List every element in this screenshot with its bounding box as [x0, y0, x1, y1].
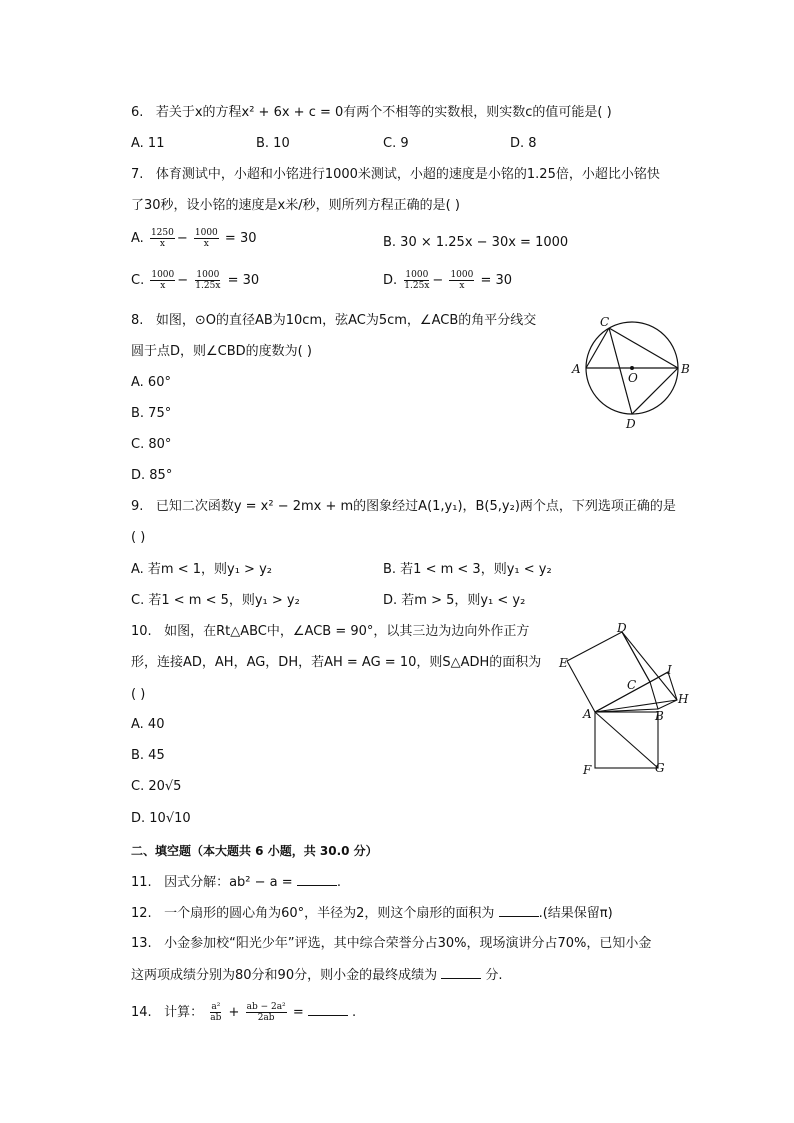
fraction: $\frac{1000}{x}$ [450, 270, 474, 291]
option-a: A. 11 [131, 136, 165, 151]
fraction: $\frac{\text{ab − 2a²}}{2ab}$ [246, 1002, 286, 1023]
option-b: B. 45 [131, 748, 165, 763]
question-13-line-2 [131, 966, 503, 985]
label-a: A [572, 362, 581, 376]
label-c: C [627, 678, 637, 692]
question-text: 因式分解：ab² − a = [164, 875, 293, 890]
side-dc [622, 632, 650, 682]
answer-blank[interactable] [441, 966, 481, 979]
squares-figure [555, 622, 700, 782]
question-text: 小金参加校“阳光少年”评选，其中综合荣誉分占30%，现场演讲分占70%，已知小金 [164, 936, 652, 951]
option-d: D. 10√10 [131, 811, 191, 826]
option-label: D. [383, 273, 398, 288]
question-text: 已知二次函数y = x² − 2mx + m的图象经过A(1,y₁)，B(5,y₂)两个点，下列选项正确的是 [155, 499, 676, 514]
option-c: C. 80° [131, 437, 172, 452]
option-c: C. 20√5 [131, 779, 182, 794]
question-12 [131, 904, 613, 923]
label-i: I [667, 663, 672, 677]
option-label: A. [131, 231, 144, 246]
option-b: B. 若1 < m < 3，则y₁ < y₂ [383, 562, 552, 577]
question-10 [131, 623, 529, 641]
label-d: D [617, 622, 627, 635]
equation-rest: = 30 [480, 273, 513, 288]
question-number: 14. [131, 1005, 152, 1020]
label-c: C [600, 315, 610, 329]
question-8 [131, 312, 536, 330]
option-a: A. 40 [131, 717, 165, 732]
option-a: A. $\frac{1250}{x}$ − $\frac{1000}{x}$ = 30 [131, 228, 257, 249]
circle-figure [560, 310, 700, 435]
question-end: . [336, 875, 341, 890]
question-number: 7. [131, 167, 144, 182]
question-14 [131, 1002, 356, 1023]
label-b: B [655, 709, 664, 723]
label-a: A [583, 707, 592, 721]
equation-rest: = 30 [227, 273, 260, 288]
question-9 [131, 498, 676, 516]
fraction: $\frac{1000}{x}$ [151, 270, 175, 291]
option-b: B. 30 × 1.25x − 30x = 1000 [383, 235, 569, 250]
question-number: 12. [131, 906, 152, 921]
center-point [630, 366, 634, 370]
question-text: 若关于x的方程x² + 6x + c = 0有两个不相等的实数根，则实数c的值可能是( ) [155, 105, 612, 120]
option-c: C. 若1 < m < 5，则y₁ > y₂ [131, 593, 300, 608]
answer-blank[interactable] [308, 1003, 348, 1016]
square-adce [567, 632, 650, 712]
question-number: 10. [131, 624, 152, 639]
question-number: 9. [131, 499, 144, 514]
question-7-line-2: 了30秒，设小铭的速度是x米/秒，则所列方程正确的是( ) [131, 198, 460, 213]
segment-ag [595, 712, 658, 768]
question-text: 体育测试中，小超和小铭进行1000米测试，小超的速度是小铭的1.25倍，小超比小铭快 [155, 167, 660, 182]
label-d: D [626, 417, 636, 431]
question-text: 如图，⊙O的直径AB为10cm，弦AC为5cm，∠ACB的角平分线交 [155, 313, 537, 328]
option-b: B. 10 [256, 136, 290, 151]
question-number: 8. [131, 313, 144, 328]
question-end: .(结果保留π) [538, 906, 613, 921]
answer-blank[interactable] [499, 904, 539, 917]
question-13 [131, 935, 651, 953]
question-7 [131, 166, 660, 184]
label-h: H [678, 692, 689, 706]
plus-sign: + [228, 1005, 240, 1020]
question-end: . [352, 1005, 357, 1020]
fraction: $\frac{\text{a²}}{ab}$ [210, 1002, 222, 1023]
question-text: 一个扇形的圆心角为60°，半径为2，则这个扇形的面积为 [164, 906, 495, 921]
question-10-line-2: 形，连接AD，AH，AG，DH，若AH = AG = 10，则S△ADH的面积为 [131, 655, 542, 670]
label-g: G [655, 761, 665, 775]
question-11 [131, 873, 341, 892]
question-8-line-2: 圆于点D，则∠CBD的度数为( ) [131, 344, 312, 359]
question-text: 这两项成绩分别为80分和90分，则小金的最终成绩为 [131, 968, 438, 983]
equation-rest: = 30 [224, 231, 257, 246]
label-e: E [559, 656, 568, 670]
label-o: O [628, 371, 638, 385]
fraction: $\frac{1000}{x}$ [194, 228, 218, 249]
fraction: $\frac{1000}{1.25x}$ [404, 270, 430, 291]
option-c: C. $\frac{1000}{x}$ − $\frac{1000}{1.25x}$ = 30 [131, 270, 260, 291]
chord-cb [609, 328, 678, 368]
label-b: B [681, 362, 690, 376]
option-b: B. 75° [131, 406, 172, 421]
question-text: 如图，在Rt△ABC中，∠ACB = 90°，以其三边为边向外作正方 [164, 624, 530, 639]
question-6 [131, 104, 612, 122]
option-label: C. [131, 273, 145, 288]
question-9-line-2: ( ) [131, 530, 146, 545]
equals-sign: = [292, 1005, 304, 1020]
label-f: F [583, 763, 592, 777]
option-a: A. 60° [131, 375, 171, 390]
chord-ac [586, 328, 609, 368]
option-a: A. 若m < 1，则y₁ > y₂ [131, 562, 272, 577]
question-10-line-3: ( ) [131, 687, 146, 702]
option-d: D. $\frac{1000}{1.25x}$ − $\frac{1000}{x}$ = 30 [383, 270, 513, 291]
section-heading: 二、填空题（本大题共 6 小题，共 30.0 分） [131, 844, 378, 858]
answer-blank[interactable] [297, 873, 337, 886]
option-d: D. 8 [510, 136, 537, 151]
option-c: C. 9 [383, 136, 409, 151]
fraction: $\frac{1000}{1.25x}$ [195, 270, 221, 291]
question-number: 11. [131, 875, 152, 890]
option-d: D. 若m > 5，则y₁ < y₂ [383, 593, 526, 608]
option-d: D. 85° [131, 468, 173, 483]
fraction: $\frac{1250}{x}$ [150, 228, 174, 249]
question-end: 分. [485, 968, 503, 983]
question-number: 13. [131, 936, 152, 951]
question-number: 6. [131, 105, 144, 120]
question-label: 计算： [164, 1005, 204, 1020]
chord-bd [632, 368, 678, 414]
